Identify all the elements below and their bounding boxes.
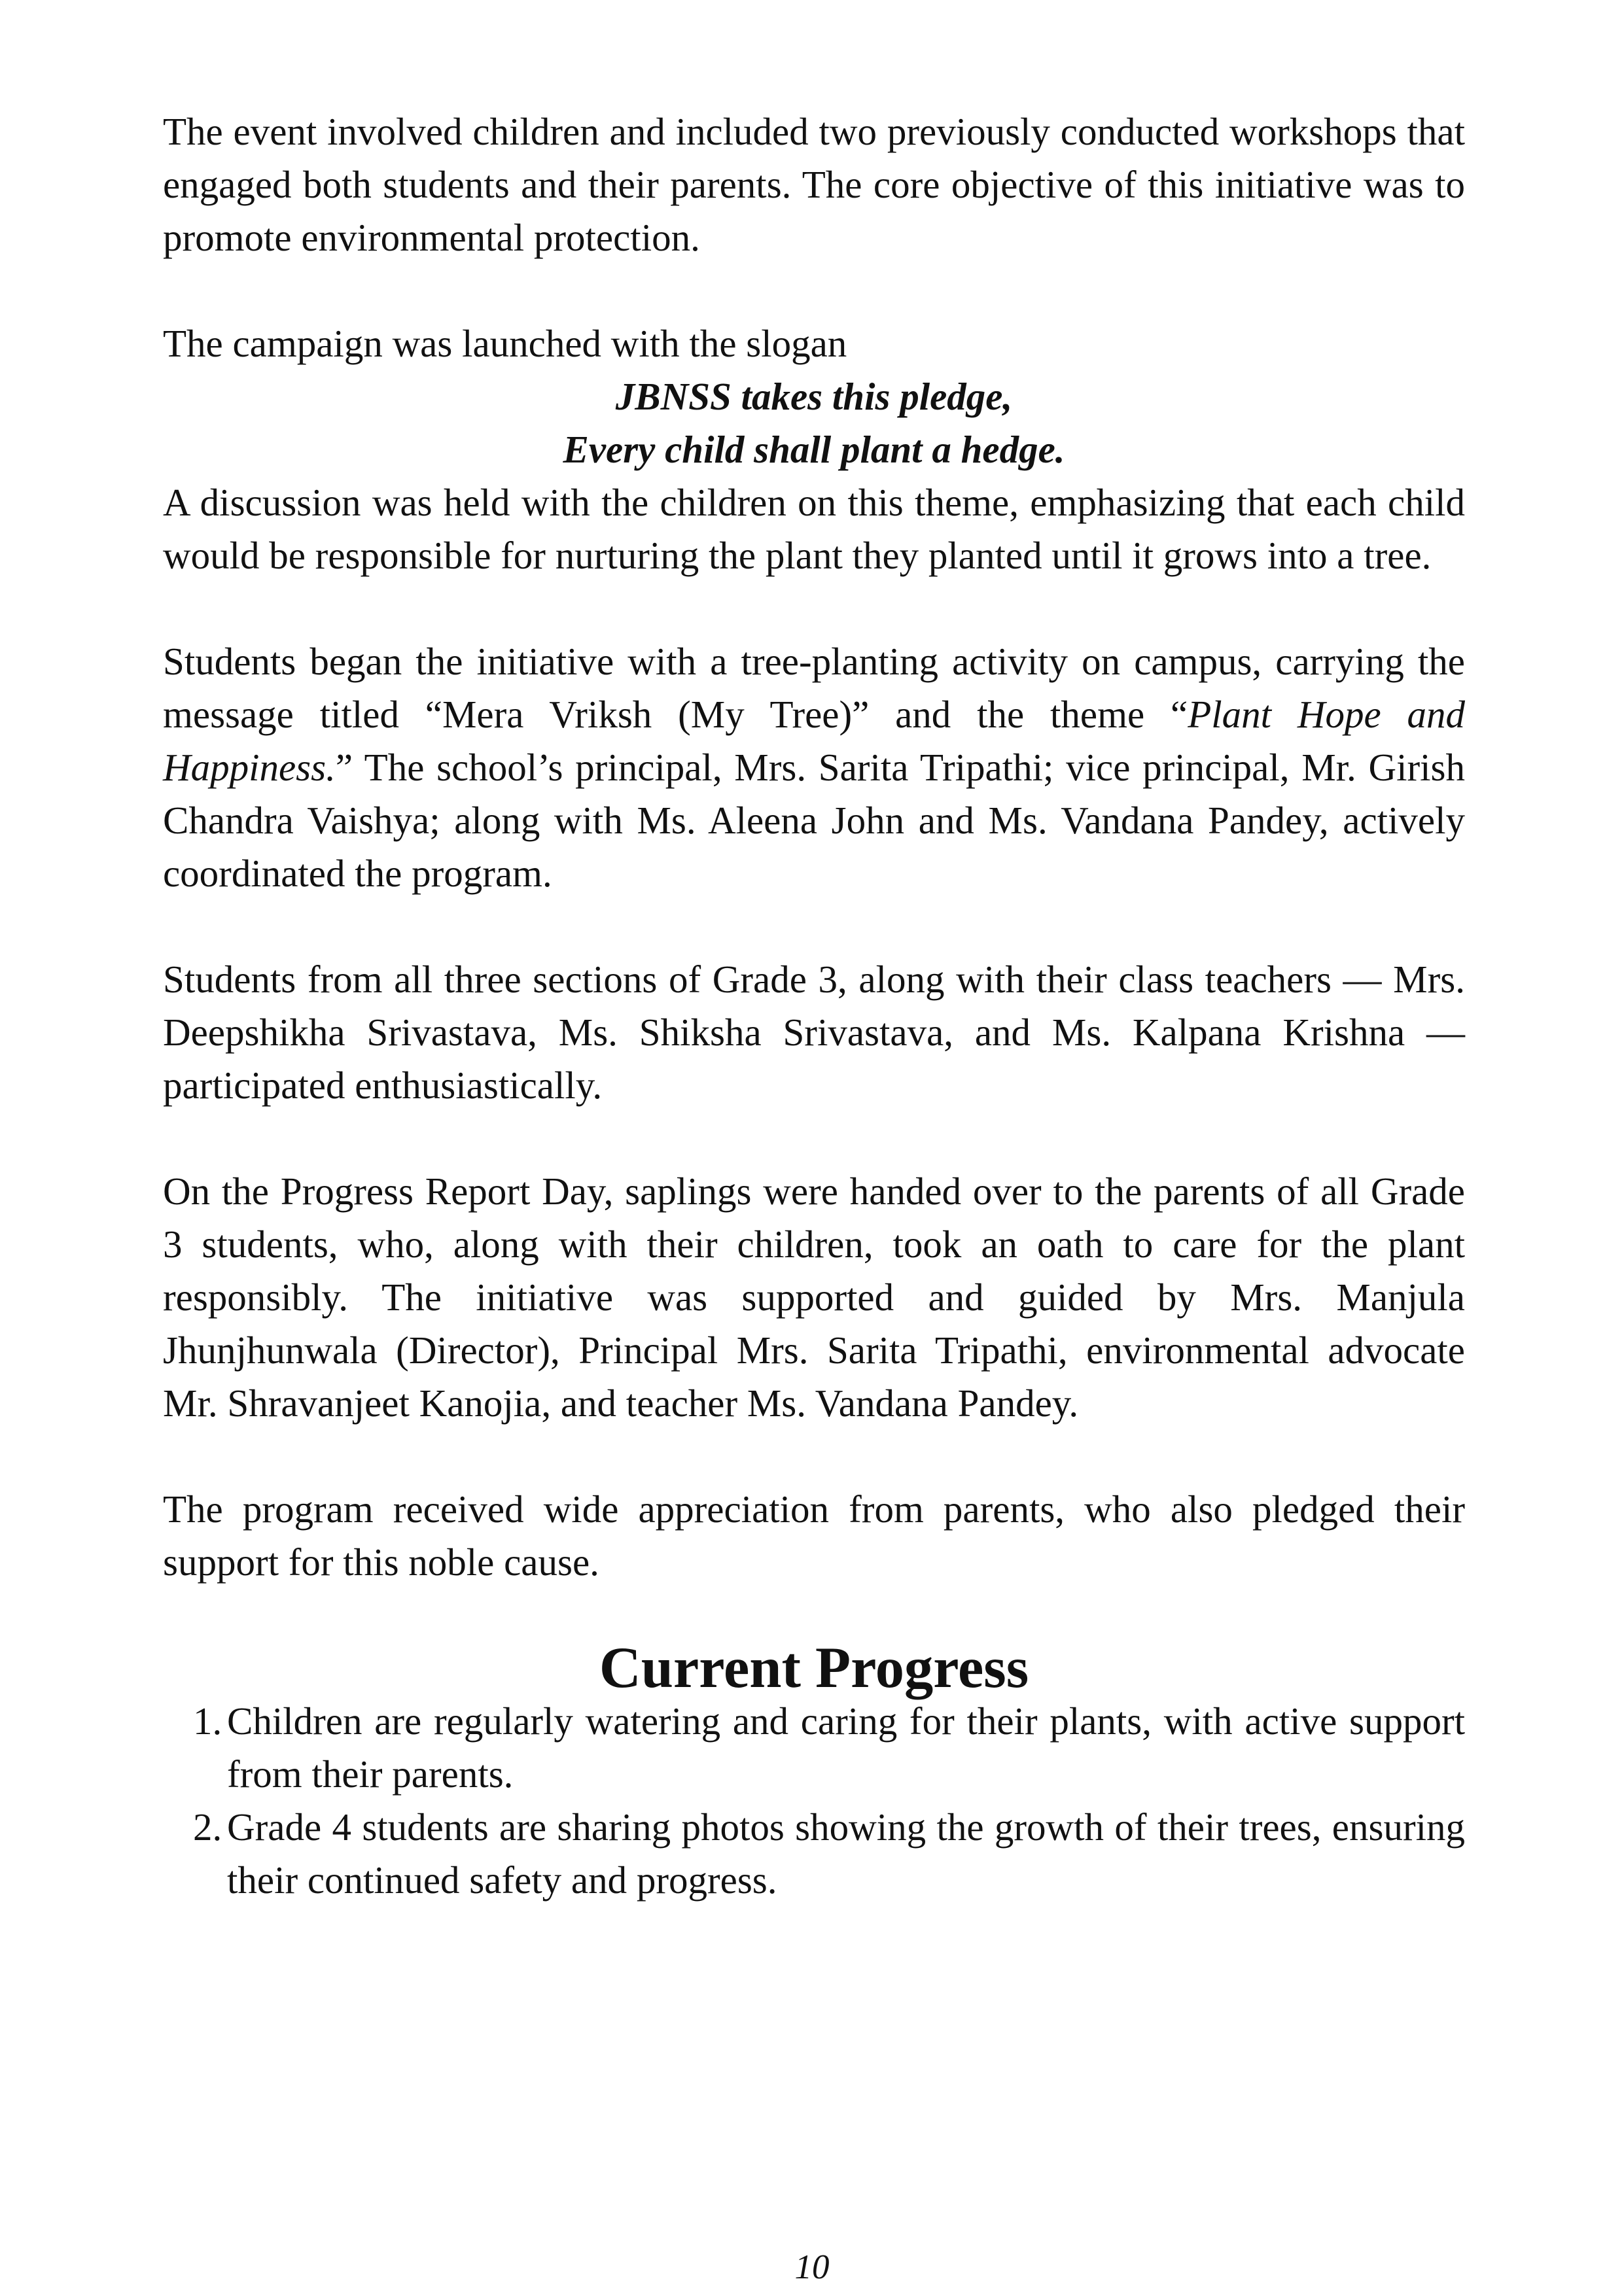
section-heading-current-progress: Current Progress (599, 1636, 1029, 1700)
paragraph-appreciation: The program received wide appreciation from parents, who also pledged their support for this noble cause. (163, 1487, 1465, 1584)
list-item-number: 1. (193, 1699, 222, 1743)
page-content (163, 105, 1465, 1907)
theme-italic-text: Plant Hope and Happiness. (163, 693, 1465, 789)
paragraph-tree-planting-part-1: Students began the initiative with a tree-planting activity on campus, carrying the message titled “Mera Vriksh (My Tree)” and the theme “ (163, 640, 1465, 736)
list-item-text: Children are regularly watering and caring for their plants, with active support from their parents. (227, 1699, 1465, 1796)
paragraph-slogan-intro: The campaign was launched with the slogan (163, 322, 847, 365)
paragraph-progress-report-day: On the Progress Report Day, saplings were handed over to the parents of all Grade 3 students, who, along with their children, took an oath to care for the plant responsibly. The initiative was supported and guided by Mrs. Manjula Jhunjhunwala (Director), Principal Mrs. Sarita Tripathi, environmental advocate Mr. Shravanjeet Kanojia, and teacher Ms. Vandana Pandey. (163, 1170, 1465, 1425)
list-item (163, 1801, 1465, 1907)
progress-list (163, 1695, 1465, 1907)
paragraph-event-intro: The event involved children and included two previously conducted workshops that engaged both students and their parents. The core objective of this initiative was to promote environmental protection. (163, 110, 1465, 259)
paragraph-tree-planting-part-2: ” The school’s principal, Mrs. Sarita Tripathi; vice principal, Mr. Girish Chandra Vaishya; along with Ms. Aleena John and Ms. Vandana Pandey, actively coordinated the program. (163, 746, 1465, 895)
slogan-line-1: JBNSS takes this pledge, (615, 375, 1013, 418)
paragraph-discussion: A discussion was held with the children on this theme, emphasizing that each child would be responsible for nurturing the plant they planted until it grows into a tree. (163, 481, 1465, 577)
paragraph-tree-planting (163, 635, 1465, 900)
paragraph-grade-3-participation: Students from all three sections of Grade 3, along with their class teachers — Mrs. Deepshikha Srivastava, Ms. Shiksha Srivastava, and Ms. Kalpana Krishna — participated enthusiastically. (163, 958, 1465, 1107)
page-number: 10 (794, 2248, 830, 2286)
slogan-line-2: Every child shall plant a hedge. (563, 428, 1065, 471)
list-item-number: 2. (193, 1805, 222, 1849)
list-item-text: Grade 4 students are sharing photos showing the growth of their trees, ensuring their continued safety and progress. (227, 1805, 1465, 1902)
list-item (163, 1695, 1465, 1801)
